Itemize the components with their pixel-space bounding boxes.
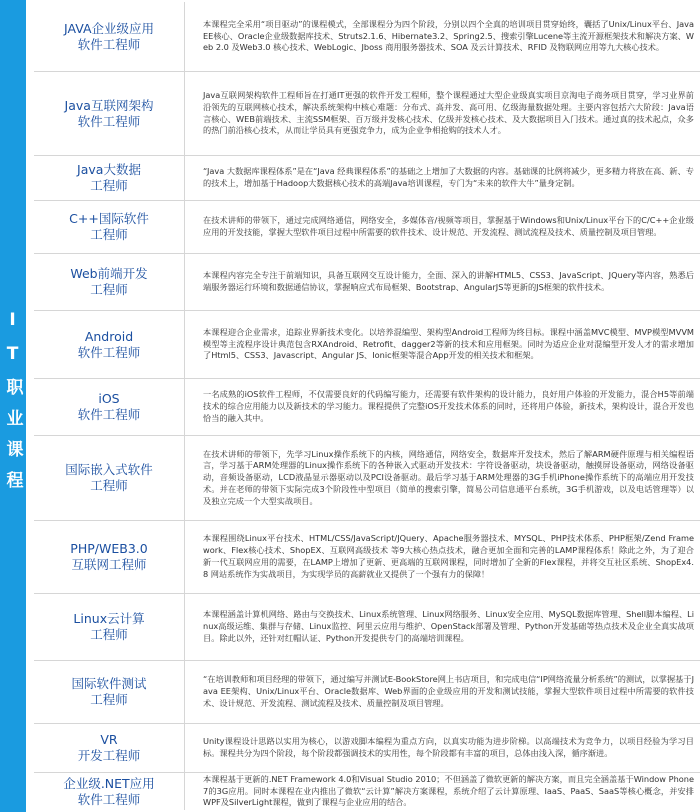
course-name-cell: [34, 436, 184, 521]
course-description: Unity课程设计思路以实用为核心，以游戏脚本编程为重点方向，以真实功能为进步阶梯。以高端技术为竞争力，以项目经验为学习目标。课程共分为四个阶段，每个阶段都强调技术的实用性，每个阶段都有丰富的项目，总体由浅入深，循序渐进。: [203, 736, 694, 758]
course-name: iOS 软件工程师: [77, 391, 141, 422]
course-description-cell: [184, 72, 700, 156]
course-name: JAVA企业级应用 软件工程师: [63, 20, 155, 52]
course-description-cell: [184, 311, 700, 379]
course-name: 国际嵌入式软件 工程师: [65, 462, 153, 493]
course-description: 一名成熟的iOS软件工程师，不仅需要良好的代码编写能力，还需要有软件架构的设计能力，良好用户体验的开发能力，混合H5等前端技术的综合应用能力以及新技术的学习能力。课程提供了完整iOS开发技术体系的同时，还将用户体验，新技术，架构设计，混合开发也恰当的融入其中。: [203, 389, 694, 423]
course-name: Android 软件工程师: [77, 328, 141, 360]
course-description-cell: [184, 661, 700, 724]
course-description-cell: [184, 773, 700, 810]
course-name-cell: [34, 521, 184, 594]
course-name-cell: [34, 594, 184, 661]
course-description-cell: [184, 201, 700, 254]
course-name: PHP/WEB3.0 互联网工程师: [70, 541, 148, 572]
course-description: 本课程迎合企业需求，追踪业界新技术变化。以培养混编型、架构型Android工程师为终目标。课程中涵盖MVC模型、MVP模型MVVM模型等主流程序设计典范包含RXAndroid、Retrofit、dagger2等新的技术和应用框架。同时为适应企业对混编型开发人才的需求增加了Html5、CSS3、Javascript、Angular JS、Ionic框架等混合App开发的相关技术和框架。: [203, 326, 694, 361]
course-description-cell: [184, 521, 700, 594]
course-description: 本课程完全采用“项目驱动”的课程模式，全部课程分为四个阶段，分别以四个全真的培训项目贯穿始终，囊括了Unix/Linux平台、Java EE核心、Oracle企业级数据库技术、Struts2.1.6、Hibernate3.2、Spring2.5、搜索引擎Lucene等主流开源框架技术和解决方案、Web 2.0 及Web3.0 核心技术、WebLogic、Jboss 商用服务器技术、SOA 及云计算技术、RFID 及物联网应用等九大核心技术。: [203, 18, 694, 53]
course-description-cell: [184, 724, 700, 773]
course-name-cell: [34, 773, 184, 810]
course-description: 在技术讲师的带领下，先学习Linux操作系统下的内核，网络通信，网络安全，数据库开发技术，然后了解ARM硬件原理与相关编程语言，学习基于ARM处理器的Linux操作系统下的各种嵌入式驱动开发技术：字符设备驱动，块设备驱动，触摸屏设备驱动，网络设备驱动，音频设备驱动，LCD液晶显示器驱动以及PCI设备驱动。最后学习基于ARM处理器的3G手机iPhone操作系统下的高端应用开发技术。并在老师的带领下实际完成3个阶段性中型项目（简单的搜索引擎，简易公司信息通平台系统，3G手机游戏，以及电话管理等）以及独立完成一个大型实战项目。: [203, 448, 694, 506]
course-name-cell: [34, 201, 184, 254]
course-name: 企业级.NET应用 软件工程师: [63, 775, 155, 807]
course-name: Web前端开发 工程师: [70, 266, 148, 297]
course-description-cell: [184, 2, 700, 72]
course-name-cell: [34, 661, 184, 724]
course-name-cell: [34, 156, 184, 201]
course-description: 本课程围绕Linux平台技术、HTML/CSS/JavaScript/JQuery、Apache服务器技术、MYSQL、PHP技术体系、PHP框架/Zend Framework、Flex核心技术、ShopEX、互联网高级技术 等9大核心热点技术，融合更加全面和完善的LAMP课程体系！除此之外，为了迎合新一代互联网应用的需要，在LAMP上增加了更新、更高端的互联网课程，同时增加了全新的Flex课程，并将交互社区系统、ShopEx4.8 网站系统作为实战项目，为实现学员的高薪就业又提供了一个强有力的保障！: [203, 533, 694, 579]
course-name-cell: [34, 311, 184, 379]
course-name-cell: [34, 379, 184, 436]
course-description-cell: [184, 594, 700, 661]
course-name: C++国际软件 工程师: [69, 211, 149, 242]
course-description: “在培训教师和项目经理的带领下，通过编写并测试E-BookStore网上书店项目，和完成电信“IP网络流量分析系统”的测试，以掌握基于Java EE架构、Unix/Linux平台、Oracle数据库、Web界面的企业级应用的开发和测试技能，掌握大型软件项目过程中所需要的软件技术、设计规范、开发流程、测试流程及技术、质量控制及项目管理。: [203, 674, 694, 708]
course-description: “Java 大数据库课程体系”是在“Java 经典课程体系”的基础之上增加了大数据的内容。基础课的比例将减少，更多精力将放在高、新、专的技术上，增加基于Hadoop大数据核心技术的高端Java培训课程，专门为“未来的软件大牛”量身定制。: [203, 166, 694, 188]
course-description: Java互联网架构软件工程师旨在打通IT更强的软件开发工程师，整个课程通过大型企业级真实项目京淘电子商务项目贯穿，学习业界前沿领先的互联网核心技术，解决系统架构中核心难题：分布式、高并发、高可用、亿级海量数据处理。主要内容包括六大阶段：Java语言核心、WEB前端技术、主流SSM框架、百万级并发核心技术、亿级并发核心技术、及大数据项目入门技术。通过真的技术起点，众多的热门前沿核心技术，从而让学员具有更强竞争力，成为企业争相抢购的技术人才。: [203, 89, 694, 136]
course-table: [34, 2, 700, 810]
course-name: Linux云计算 工程师: [73, 611, 145, 642]
course-description: 在技术讲师的带领下，通过完成网络通信，网络安全，多媒体音/视频等项目，掌握基于Windows和Unix/Linux平台下的C/C++企业级应用的开发技能，掌握大型软件项目过程中所需要的软件技术、设计规范、开发流程、测试流程及技术、质量控制及项目管理。: [203, 215, 694, 237]
course-description: 本课程基于更新的.NET Framework 4.0和Visual Studio 2010；不但涵盖了微软更新的解决方案，而且完全涵盖基于Window Phone7的3G应用。同时本课程在业内推出了微软“云计算”解决方案课程，系统介绍了云计算原理、IaaS、PaaS、SaaS等核心概念，并安排WPF及SilverLight课程，做到了课程与企业应用的结合。: [203, 773, 694, 808]
course-name-cell: [34, 254, 184, 311]
course-name: Java互联网架构 软件工程师: [64, 97, 154, 129]
course-description-cell: [184, 156, 700, 201]
course-description-cell: [184, 379, 700, 436]
course-description-cell: [184, 254, 700, 311]
course-description: 本课程内容完全专注于前端知识，具备互联网交互设计能力，全面、深入的讲解HTML5、CSS3、JavaScript、JQuery等内容，熟悉后端服务器运行环境和数据通信协议，掌握响应式布局框架、Bootstrap、AngularJS等更新的JS框架的软件技术。: [203, 270, 694, 292]
course-name-cell: [34, 724, 184, 773]
course-name: VR 开发工程师: [77, 732, 141, 763]
course-name-cell: [34, 2, 184, 72]
course-description-cell: [184, 436, 700, 521]
course-name: 国际软件测试 工程师: [71, 676, 147, 707]
course-description: 本课程涵盖计算机网络、路由与交换技术、Linux系统管理、Linux网络服务、Linux安全应用、MySQL数据库管理、Shell脚本编程、Linux高级运维、集群与存储、Linux监控、阿里云应用与维护、OpenStack部署及管理、Python开发基础等热点技术及企业全真实战项目。除此以外，还针对红帽认证、Python开发提供专门的高端培训课程。: [203, 609, 694, 643]
course-name: Java大数据 工程师: [77, 162, 141, 193]
sidebar: [0, 0, 26, 812]
course-name-cell: [34, 72, 184, 156]
sidebar-title: IT职业课程: [2, 310, 23, 502]
